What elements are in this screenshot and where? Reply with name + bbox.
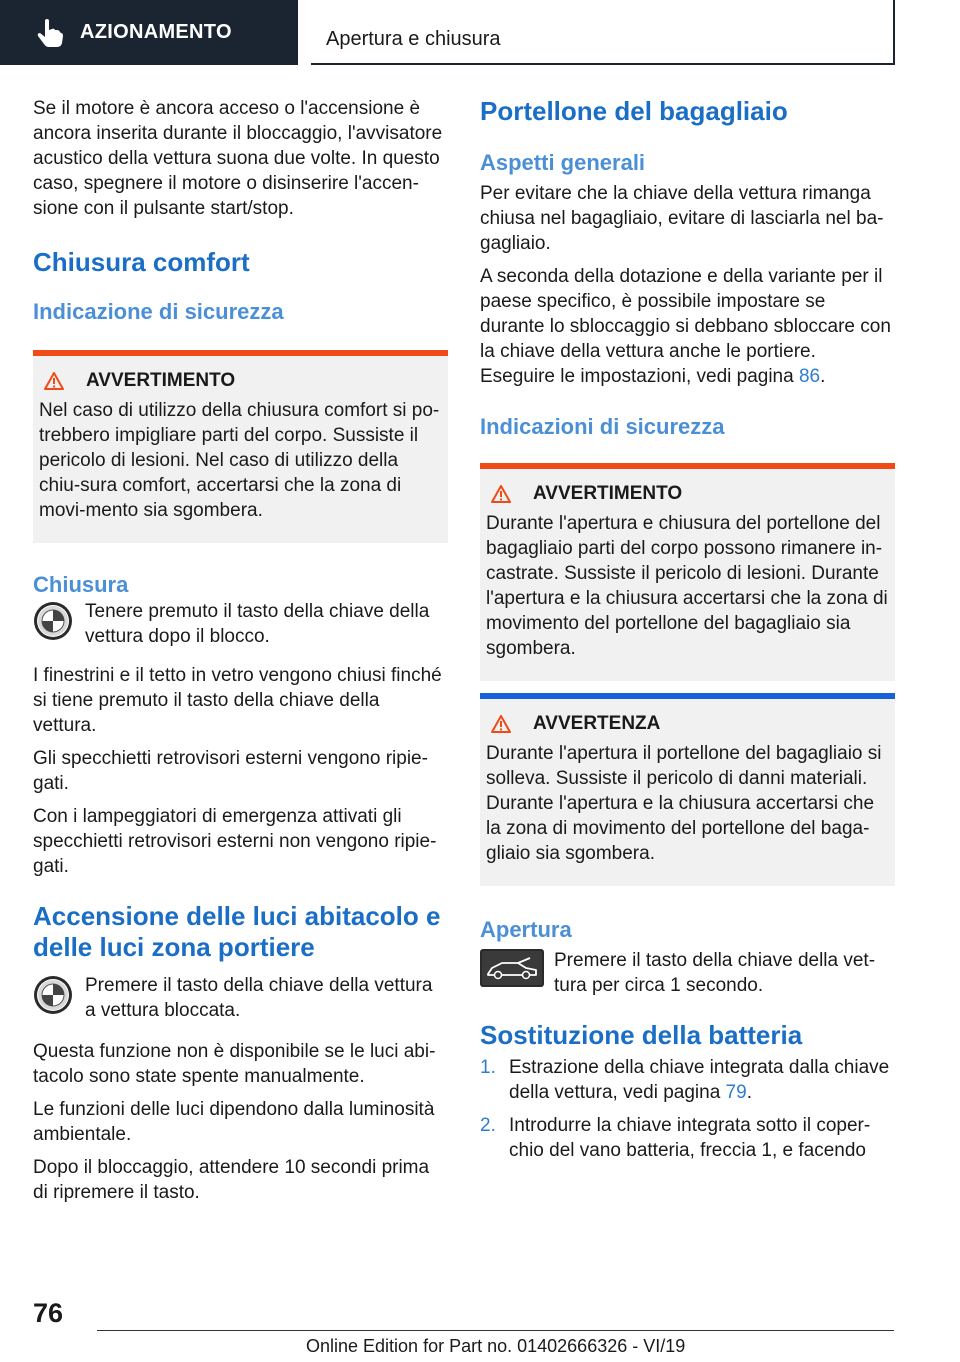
key-instruction-apertura: Premere il tasto della chiave della vet-tura per circa 1 secondo. — [480, 948, 895, 998]
heading-aspetti-generali: Aspetti generali — [480, 150, 646, 175]
battery-steps — [480, 1055, 895, 1163]
warning-title: AVVERTIMENTO — [39, 370, 442, 392]
warning-title: AVVERTIMENTO — [486, 483, 889, 505]
notice-title: AVVERTENZA — [486, 713, 889, 735]
heading-indicazione-sicurezza: Indicazione di sicurezza — [33, 299, 284, 324]
paragraph-lampeggiatori: Con i lampeggiatori di emergenza attivati gli specchietti retrovisori esterni non vengono ripie-gati. — [33, 806, 437, 877]
page-number: 76 — [33, 1298, 64, 1328]
key-instruction-luci: Premere il tasto della chiave della vettura a vettura bloccata. — [33, 973, 448, 1023]
paragraph-chiave-bagagliaio: Per evitare che la chiave della vettura rimanga chiusa nel bagagliaio, evitare di lasciarla nel ba-gagliaio. — [480, 183, 884, 254]
heading-sostituzione-batteria: Sostituzione della batteria — [480, 1020, 803, 1050]
warning-text: Nel caso di utilizzo della chiusura comfort si po-trebbero impigliare parti del corpo. Sussiste il pericolo di lesioni. Nel caso di utilizzo della chiu-sura comfort, accertarsi che la zona di movi-mento sia sgombera. — [39, 400, 440, 521]
paragraph-finestrini: I finestrini e il tetto in vetro vengono chiusi finché si tiene premuto il tasto della chiave della vettura. — [33, 665, 442, 736]
bmw-logo-icon — [33, 975, 73, 1015]
warning-box-comfort — [33, 350, 448, 543]
list-item: 2. Introdurre la chiave integrata sotto il coper-chio del vano batteria, freccia 1, e facendo — [480, 1115, 871, 1161]
hand-pointer-icon — [36, 18, 64, 48]
right-column — [480, 96, 895, 1171]
heading-apertura: Apertura — [480, 917, 572, 942]
list-item: 1. Estrazione della chiave integrata dalla chiave della vettura, vedi pagina 79. — [480, 1057, 890, 1103]
warning-text: Durante l'apertura e chiusura del portellone del bagagliaio parti del corpo possono rimanere in-castrate. Sussiste il pericolo di lesioni. Durante l'apertura e la chiusura accertarsi che la zona di movimento del portellone del bagagliaio sia sgombera. — [486, 513, 888, 659]
page-link-86[interactable]: 86 — [798, 366, 821, 387]
footer-divider — [97, 1330, 894, 1331]
paragraph-attendere: Dopo il bloccaggio, attendere 10 secondi prima di ripremere il tasto. — [33, 1157, 430, 1203]
paragraph-specchietti: Gli specchietti retrovisori esterni vengono ripie-gati. — [33, 748, 428, 794]
paragraph-dotazione: A seconda della dotazione e della variante per il paese specifico, è possibile impostare se durante lo sbloccaggio si debbano sbloccare con la chiave della vettura anche le portiere. Eseguire le impostazioni, vedi pagina 86. — [480, 266, 891, 387]
heading-chiusura-comfort: Chiusura comfort — [33, 247, 250, 277]
heading-accensione-luci: Accensione delle luci abitacolo e delle luci zona portiere — [33, 901, 441, 962]
page-link-79[interactable]: 79 — [725, 1082, 747, 1103]
car-trunk-icon — [480, 949, 544, 987]
warning-triangle-icon — [491, 715, 511, 733]
paragraph-funzione: Questa funzione non è disponibile se le luci abi-tacolo sono state spente manualmente. — [33, 1041, 436, 1087]
section-tab — [0, 0, 298, 65]
heading-chiusura: Chiusura — [33, 572, 129, 597]
paragraph-luminosita: Le funzioni delle luci dipendono dalla luminosità ambientale. — [33, 1099, 435, 1145]
notice-box-portellone — [480, 693, 895, 886]
intro-paragraph: Se il motore è ancora acceso o l'accensione è ancora inserita durante il bloccaggio, l'avvisatore acustico della vettura suona due volte. In questo caso, spegnere il motore o disinserire l'accen-sione con il pulsante start/stop. — [33, 98, 443, 219]
key-instruction-chiusura: Tenere premuto il tasto della chiave della vettura dopo il blocco. — [33, 599, 448, 649]
heading-portellone: Portellone del bagagliaio — [480, 96, 788, 126]
section-title: AZIONAMENTO — [80, 21, 232, 43]
bmw-logo-icon — [33, 601, 73, 641]
notice-text: Durante l'apertura il portellone del bagagliaio si solleva. Sussiste il pericolo di danni materiali. Durante l'apertura e la chiusura accertarsi che la zona di movimento del portellone del baga-gliaio sia sgombera. — [486, 743, 882, 864]
heading-indicazioni-sicurezza: Indicazioni di sicurezza — [480, 414, 725, 439]
warning-triangle-icon — [44, 372, 64, 390]
warning-box-portellone — [480, 463, 895, 681]
warning-triangle-icon — [491, 485, 511, 503]
chapter-title: Apertura e chiusura — [326, 28, 501, 50]
edition-text: Online Edition for Part no. 01402666326 - VI/19 — [306, 1336, 686, 1356]
left-column — [33, 96, 448, 1213]
chapter-tab — [311, 0, 895, 65]
